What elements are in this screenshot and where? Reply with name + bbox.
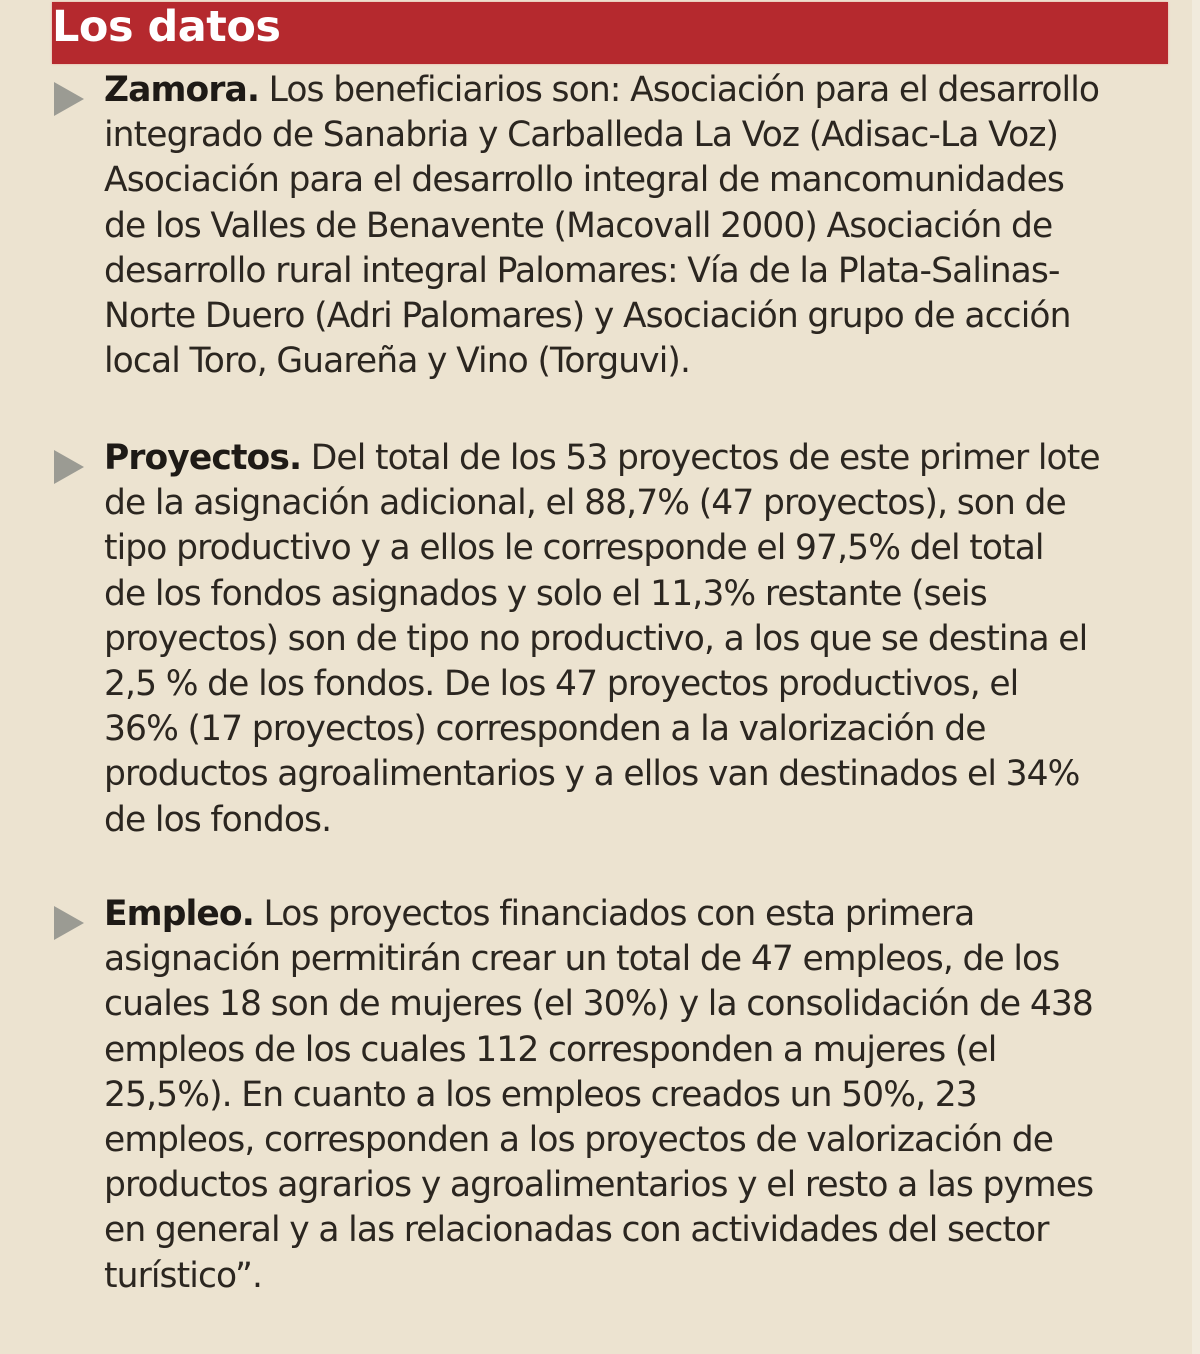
item-text — [104, 892, 1172, 1299]
item-text — [104, 436, 1172, 843]
item-line: de los fondos. — [104, 799, 332, 840]
item-line: de los fondos asignados y solo el 11,3% restante (seis — [104, 573, 987, 614]
item-line: tipo productivo y a ellos le corresponde el 97,5% del total — [104, 528, 1044, 569]
triangle-right-icon — [54, 82, 84, 116]
item-line — [104, 68, 1172, 113]
item-line: productos agroalimentarios y a ellos van destinados el 34% — [104, 754, 1080, 795]
item-lead: Proyectos. — [104, 438, 302, 478]
item-text — [104, 68, 1172, 384]
triangle-right-icon — [54, 450, 84, 484]
item-line: proyectos) son de tipo no productivo, a los que se destina el — [104, 618, 1088, 659]
item-line: 25,5%). En cuanto a los empleos creados un 50%, 23 — [104, 1074, 977, 1115]
item-line: en general y a las relacionadas con actividades del sector — [104, 1210, 1049, 1251]
item-line: empleos de los cuales 112 corresponden a mujeres (el — [104, 1029, 997, 1070]
section-title: Los datos — [52, 2, 281, 52]
item-line — [104, 436, 1172, 481]
item-line: Norte Duero (Adri Palomares) y Asociación grupo de acción — [104, 296, 1071, 337]
item-line: cuales 18 son de mujeres (el 30%) y la consolidación de 438 — [104, 984, 1093, 1025]
item-line: Asociación para el desarrollo integral de mancomunidades — [104, 160, 1065, 201]
item-line-text: Los proyectos financiados con esta primera — [253, 894, 975, 934]
item-line: turístico”. — [104, 1255, 263, 1296]
item-line: local Toro, Guareña y Vino (Torguvi). — [104, 341, 691, 382]
item-line: 2,5 % de los fondos. De los 47 proyectos productivos, el — [104, 664, 1019, 705]
list-item-empleo — [52, 892, 1172, 1299]
item-line: de la asignación adicional, el 88,7% (47 proyectos), son de — [104, 483, 1066, 524]
item-lead: Empleo. — [104, 894, 254, 934]
section-header — [52, 2, 1168, 64]
item-line-text: Del total de los 53 proyectos de este primer lote — [301, 438, 1100, 478]
list-item-proyectos — [52, 436, 1172, 843]
item-line: 36% (17 proyectos) corresponden a la valorización de — [104, 709, 986, 750]
item-lead: Zamora. — [104, 70, 260, 110]
item-line: integrado de Sanabria y Carballeda La Voz (Adisac-La Voz) — [104, 115, 1059, 156]
list-item-zamora — [52, 68, 1172, 384]
item-line — [104, 892, 1172, 937]
item-line: de los Valles de Benavente (Macovall 2000) Asociación de — [104, 205, 1053, 246]
item-line: productos agrarios y agroalimentarios y el resto a las pymes — [104, 1165, 1094, 1206]
item-line: desarrollo rural integral Palomares: Vía de la Plata-Salinas- — [104, 250, 1060, 291]
item-line: asignación permitirán crear un total de 47 empleos, de los — [104, 939, 1060, 980]
triangle-right-icon — [54, 906, 84, 940]
item-line: empleos, corresponden a los proyectos de valorización de — [104, 1120, 1054, 1161]
page-edge — [1192, 0, 1200, 1354]
item-line-text: Los beneficiarios son: Asociación para el desarrollo — [259, 70, 1100, 110]
